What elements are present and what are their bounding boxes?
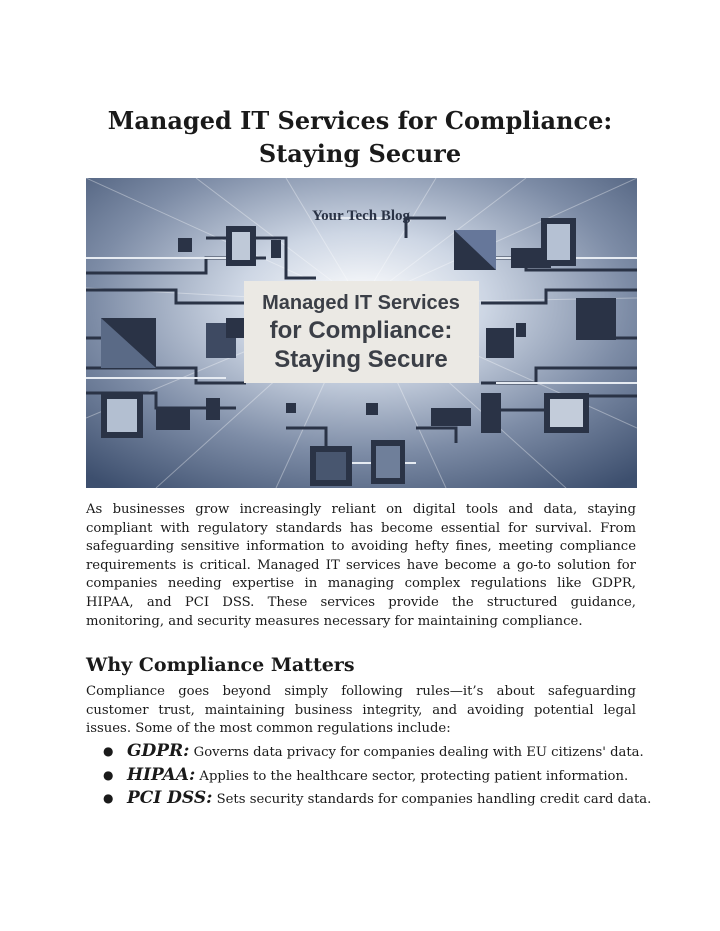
- bullet-icon: ●: [103, 791, 114, 805]
- hero-image: [86, 178, 637, 488]
- bullet-icon: ●: [103, 744, 114, 758]
- section-heading: Why Compliance Matters: [86, 654, 355, 676]
- list-item-gdpr: [86, 740, 646, 764]
- hero-overlay-line-3: Staying Secure: [274, 346, 448, 373]
- list-item-text: Applies to the healthcare sector, protecting patient information.: [199, 768, 629, 784]
- list-item-term: HIPAA:: [127, 764, 196, 785]
- list-item-term: PCI DSS:: [127, 788, 213, 808]
- intro-paragraph: As businesses grow increasingly reliant on digital tools and data, staying compliant with regulatory standards has become essential for survival. From safeguarding sensitive information to avoiding hefty fines, meeting compliance requirements is critical. Managed IT services have become a go-to solution for companies needing expertise in managing complex regulations like GDPR, HIPAA, and PCI DSS. These services provide the structured guidance, monitoring, and security measures necessary for maintaining compliance.: [86, 502, 636, 629]
- hero-overlay-line-2: for Compliance:: [269, 317, 453, 344]
- list-item-hipaa: [86, 764, 646, 788]
- hero-illustration: [86, 178, 637, 488]
- list-item-text: Governs data privacy for companies dealing with EU citizens' data.: [193, 745, 644, 760]
- list-item-pci-dss: [86, 787, 652, 811]
- bullet-icon: ●: [103, 767, 114, 782]
- page-title: Managed IT Services for Compliance: Staying Secure: [107, 106, 613, 168]
- section-paragraph: Compliance goes beyond simply following rules—it’s about safeguarding customer trust, maintaining business integrity, and avoiding potential legal issues. Some of the most common regulations include:: [86, 684, 636, 737]
- list-item-text: Sets security standards for companies handling credit card data.: [216, 792, 652, 807]
- list-item-term: GDPR:: [127, 741, 190, 761]
- hero-blog-label: Your Tech Blog: [311, 208, 411, 224]
- hero-overlay-line-1: Managed IT Services: [262, 292, 460, 314]
- regulations-list: [86, 740, 652, 811]
